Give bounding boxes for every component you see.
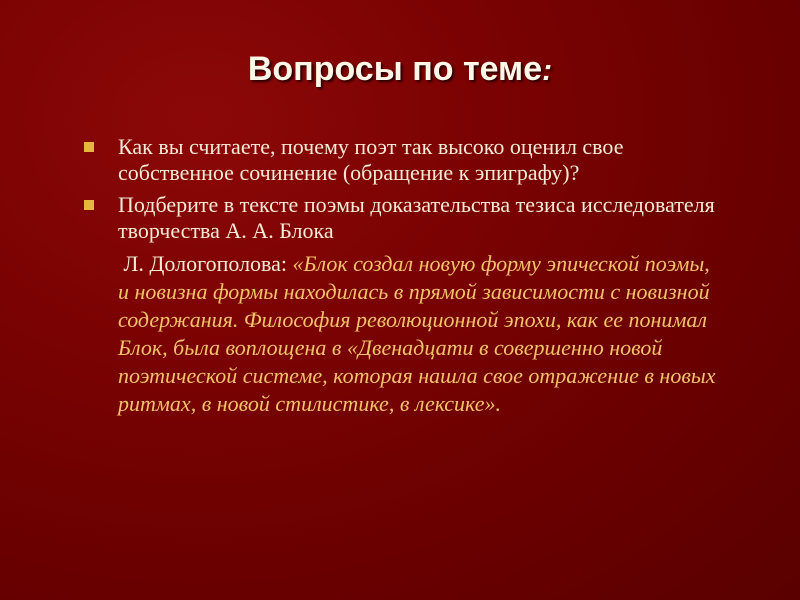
square-bullet-icon <box>84 142 94 152</box>
quote-block <box>84 250 724 418</box>
square-bullet-icon <box>84 200 94 210</box>
bullet-text: Подберите в тексте поэмы доказательства тезиса исследователя творчества А. А. Блока <box>118 192 715 243</box>
bullet-text: Как вы считаете, почему поэт так высоко оценил свое собственное сочинение (обращение к эпиграфу)? <box>118 134 624 185</box>
bullet-item <box>84 134 724 186</box>
slide-title <box>0 50 800 89</box>
quote-text: «Блок создал новую форму эпической поэмы, и новизна формы находилась в прямой зависимости с новизной содержания. Философия революционной эпохи, как ее понимал Блок, была воплощена в «Двенадцати в совершенно новой поэтической системе, которая нашла свое отражение в новых ритмах, в новой стилистике, в лексике». <box>118 251 716 416</box>
quote-author: Л. Дологополова: <box>118 251 293 276</box>
slide-title-text: Вопросы по теме <box>247 50 543 88</box>
slide-title-colon: : <box>542 54 553 87</box>
bullet-item <box>84 192 724 244</box>
slide-content <box>84 134 724 418</box>
